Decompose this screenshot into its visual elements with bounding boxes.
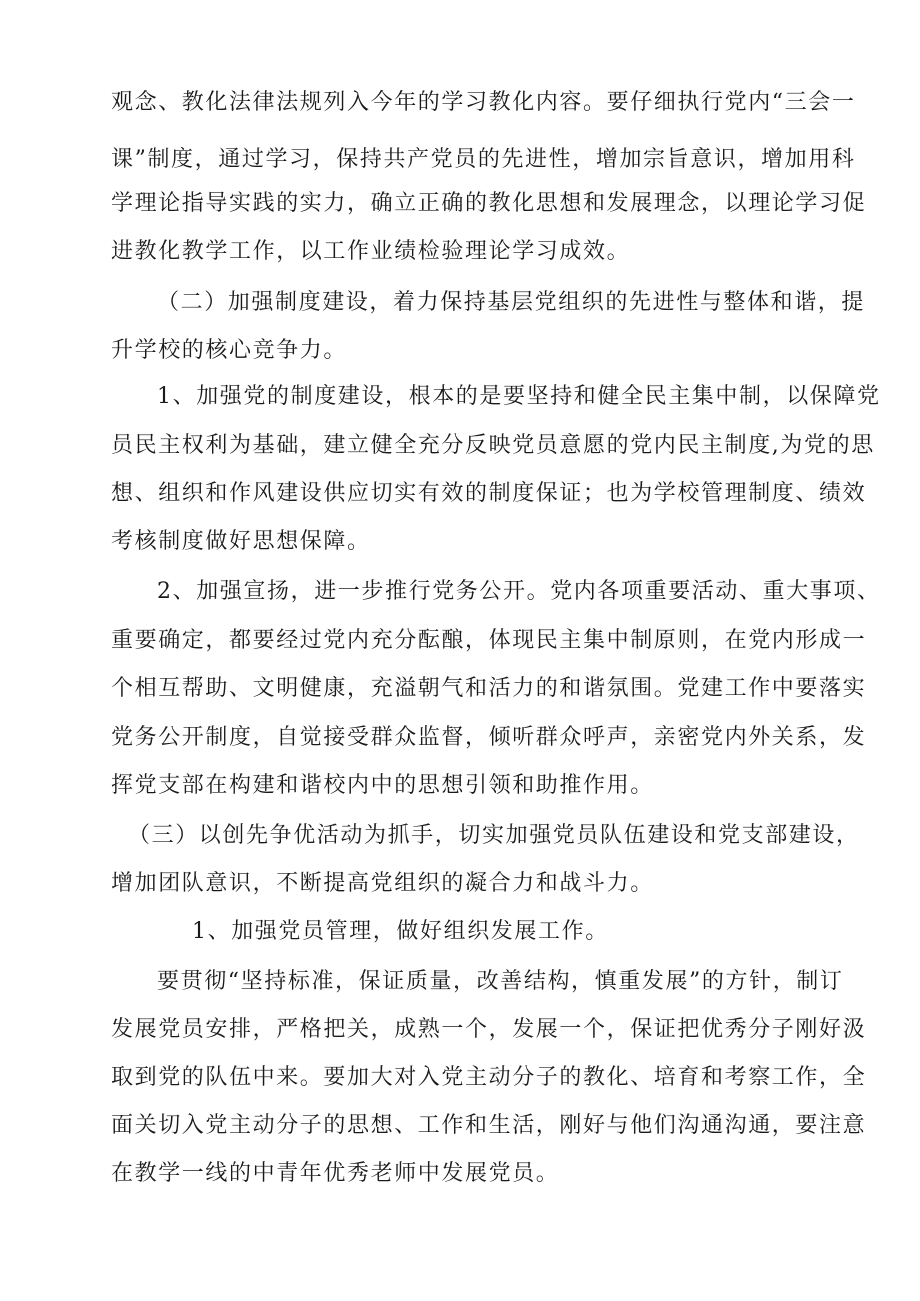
text-line: 观念、教化法律法规列入今年的学习教化内容。要仔细执行党内“三会一 xyxy=(111,90,856,115)
text-line: （二）加强制度建设，着力保持基层党组织的先进性与整体和谐，提 xyxy=(157,290,866,315)
text-line: 面关切入党主动分子的思想、工作和生活，刚好与他们沟通沟通，要注意 xyxy=(111,1113,867,1138)
text-line: 个相互帮助、文明健康，充溢朝气和活力的和谐氛围。党建工作中要落实 xyxy=(111,676,867,701)
text-line: 取到党的队伍中来。要加大对入党主动分子的教化、培育和考察工作，全 xyxy=(111,1065,867,1090)
text-line: 学理论指导实践的实力，确立正确的教化思想和发展理念，以理论学习促 xyxy=(111,191,867,216)
text-line: 课”制度，通过学习，保持共产党员的先进性，增加宗旨意识，增加用科 xyxy=(111,147,856,172)
text-line: 在教学一线的中青年优秀老师中发展党员。 xyxy=(111,1161,560,1186)
text-line: （三）以创先争优活动为抓手，切实加强党员队伍建设和党支部建设， xyxy=(128,823,860,848)
text-line: 员民主权利为基础，建立健全充分反映党员意愿的党内民主制度,为党的思 xyxy=(111,433,875,458)
text-line: 2、加强宣扬，进一步推行党务公开。党内各项重要活动、重大事项、 xyxy=(157,579,881,604)
text-line: 要贯彻“坚持标准，保证质量，改善结构，慎重发展”的方针，制订 xyxy=(157,969,844,994)
text-line: 想、组织和作风建设供应切实有效的制度保证；也为学校管理制度、绩效 xyxy=(111,481,867,506)
text-line: 考核制度做好思想保障。 xyxy=(111,529,371,554)
text-line: 挥党支部在构建和谐校内中的思想引领和助推作用。 xyxy=(111,773,654,798)
text-line: 1、加强党员管理，做好组织发展工作。 xyxy=(192,919,609,944)
text-line: 党务公开制度，自觉接受群众监督，倾听群众呼声，亲密党内外关系，发 xyxy=(111,725,867,750)
text-line: 重要确定，都要经过党内充分酝酿，体现民主集中制原则，在党内形成一 xyxy=(111,628,867,653)
text-line: 升学校的核心竞争力。 xyxy=(111,338,348,363)
text-line: 发展党员安排，严格把关，成熟一个，发展一个，保证把优秀分子刚好汲 xyxy=(111,1017,867,1042)
text-line: 1、加强党的制度建设，根本的是要坚持和健全民主集中制，以保障党 xyxy=(157,384,881,409)
text-line: 增加团队意识，不断提高党组织的凝合力和战斗力。 xyxy=(111,871,654,896)
text-line: 进教化教学工作，以工作业绩检验理论学习成效。 xyxy=(111,239,631,264)
